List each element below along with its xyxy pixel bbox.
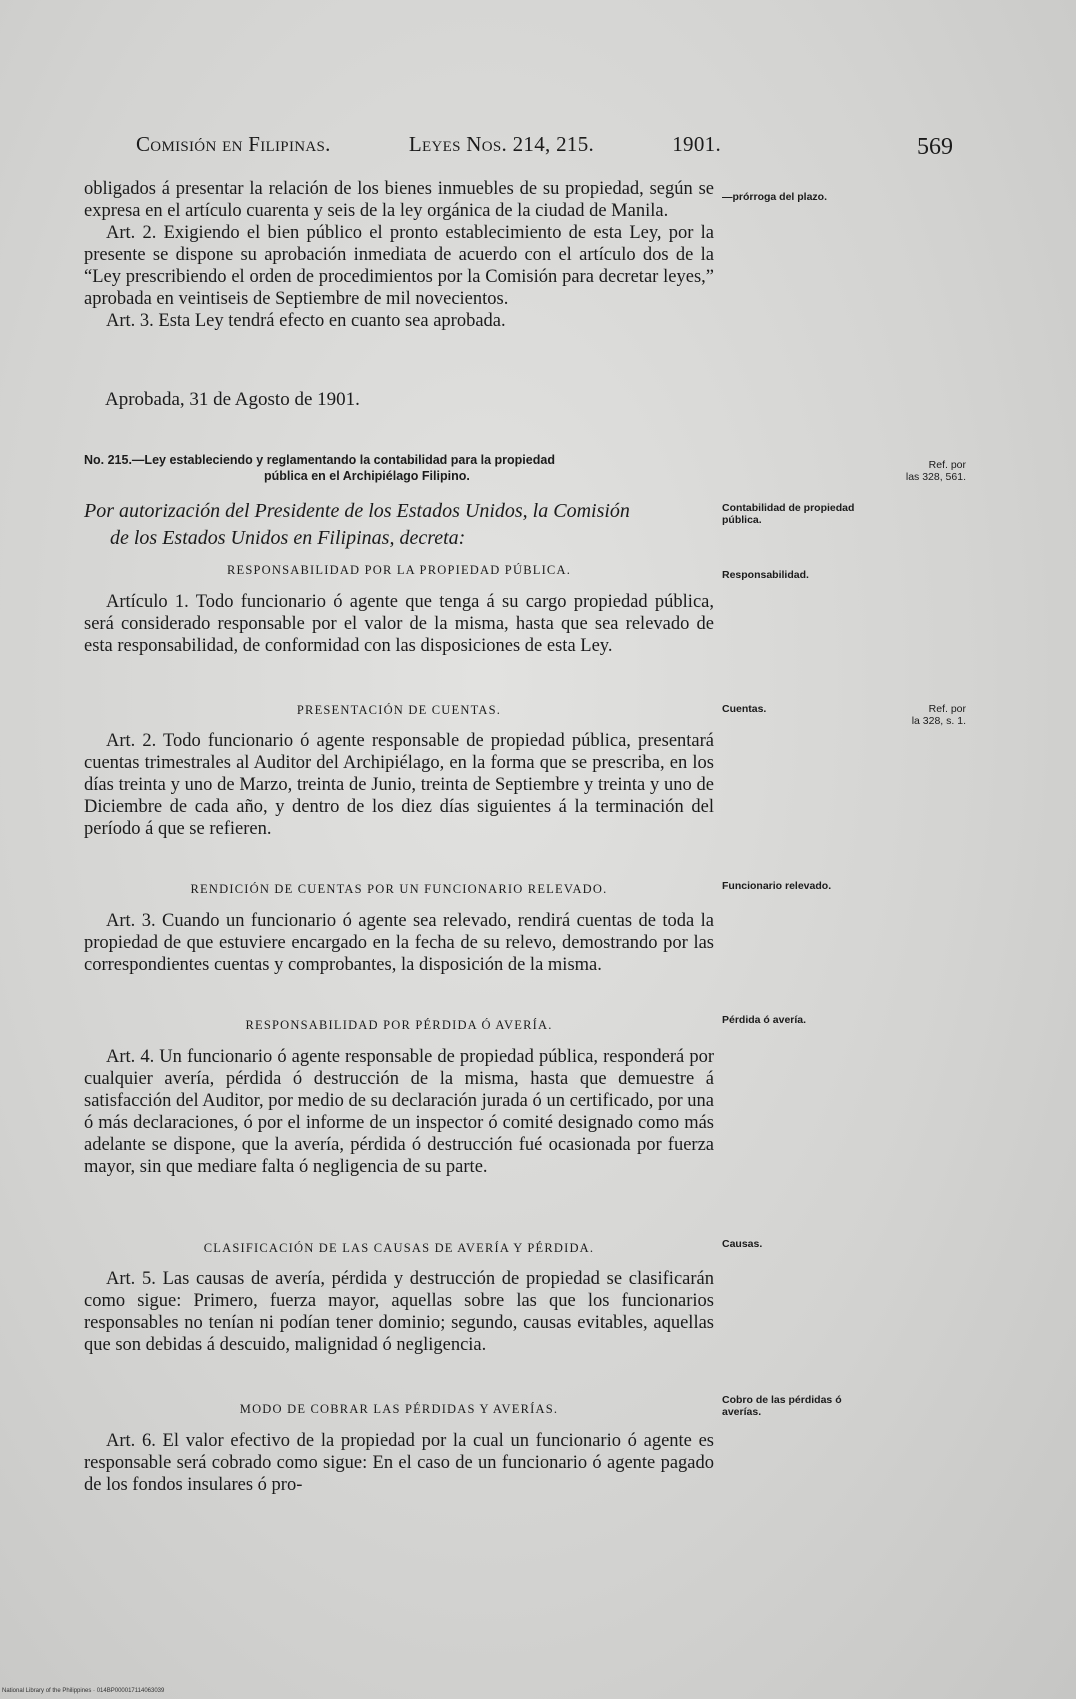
page-number: 569 <box>917 134 953 160</box>
margin-note-perdida: Pérdida ó avería. <box>722 1014 807 1026</box>
reference-note-2 <box>876 703 966 727</box>
header-commission: Comisión en Filipinas. <box>136 132 331 156</box>
margin-note-cobro: Cobro de las pérdidas ó averías. <box>722 1394 842 1418</box>
article-1-text: Artículo 1. Todo funcionario ó agente que tenga á su cargo propiedad pública, será considerado responsable por el valor de la misma, hasta que sea relevado de esta responsabilidad, de conformidad con las disposiciones de esta Ley. <box>84 592 714 656</box>
margin-note-contabilidad: Contabilidad de propiedad pública. <box>722 502 855 526</box>
law-title-line-1: No. 215.—Ley estableciendo y reglamentando la contabilidad para la propiedad <box>84 453 555 467</box>
enacting-clause <box>84 498 714 552</box>
section-heading-1: RESPONSABILIDAD POR LA PROPIEDAD PÚBLICA. <box>226 563 572 577</box>
margin-note-prorroga: —prórroga del plazo. <box>722 191 828 203</box>
article-5-text: Art. 5. Las causas de avería, pérdida y destrucción de propiedad se clasificarán como sigue: Primero, fuerza mayor, aquellas sobre las que los funcionarios responsables no tenían ni podían tener dominio; segundo, causas evitables, aquellas que son debidas á descuido, malignidad ó negligencia. <box>84 1269 714 1355</box>
section-heading-4: RESPONSABILIDAD POR PÉRDIDA Ó AVERÍA. <box>245 1018 553 1032</box>
reference-note-1-line-1: Ref. por <box>928 459 966 471</box>
article-6-text: Art. 6. El valor efectivo de la propiedad por la cual un funcionario ó agente es responsable será cobrado como sigue: En el caso de un funcionario ó agente pagado de los fondos insulares ó pro- <box>84 1431 714 1495</box>
law-title-line-2: pública en el Archipiélago Filipino. <box>264 469 470 483</box>
enacting-line-2: de los Estados Unidos en Filipinas, decreta: <box>110 527 466 549</box>
margin-note-funcionario: Funcionario relevado. <box>722 880 832 892</box>
reference-note-1-line-2: las 328, 561. <box>905 471 966 483</box>
previous-article-3: Art. 3. Esta Ley tendrá efecto en cuanto sea aprobada. <box>106 311 506 331</box>
margin-note-responsabilidad: Responsabilidad. <box>722 569 809 581</box>
scan-footer: National Library of the Philippines · 014BP000017114063039 <box>2 1688 165 1694</box>
reference-note-1 <box>876 459 966 483</box>
previous-law-body <box>84 178 714 332</box>
previous-article-2: Art. 2. Exigiendo el bien público el pronto establecimiento de esta Ley, por la presente se dispone su aprobación inmediata de acuerdo con el artículo dos de la “Ley prescribiendo el orden de procedimientos por la Comisión para decretar leyes,” aprobada en veintiseis de Septiembre de mil novecientos. <box>84 223 714 309</box>
margin-note-cuentas: Cuentas. <box>722 703 767 715</box>
reference-note-2-line-1: Ref. por <box>928 703 966 715</box>
section-heading-3: RENDICIÓN DE CUENTAS POR UN FUNCIONARIO RELEVADO. <box>190 882 608 896</box>
article-2-text: Art. 2. Todo funcionario ó agente responsable de propiedad pública, presentará cuentas trimestrales al Auditor del Archipiélago, en la forma que se prescriba, en los días treinta y uno de Marzo, treinta de Junio, treinta de Septiembre y treinta y uno de Diciembre de cada año, y dentro de los diez días siguientes á la terminación del período á que se refieren. <box>84 731 714 839</box>
header-year: 1901. <box>672 132 721 156</box>
article-4-text: Art. 4. Un funcionario ó agente responsable de propiedad pública, responderá por cualquier avería, pérdida ó destrucción de la misma, hasta que demuestre á satisfacción del Auditor, por medio de su declaración jurada ó un certificado, por una ó más declaraciones, ó por el informe de un inspector ó comité designado como más adelante se dispone, que la avería, pérdida ó destrucción fué ocasionada por fuerza mayor, sin que mediare falta ó negligencia de su parte. <box>84 1047 714 1177</box>
section-heading-5: CLASIFICACIÓN DE LAS CAUSAS DE AVERÍA Y PÉRDIDA. <box>203 1241 595 1255</box>
article-3-text: Art. 3. Cuando un funcionario ó agente sea relevado, rendirá cuentas de toda la propiedad de que estuviere encargado en la fecha de su relevo, demostrando por las correspondientes cuentas y comprobantes, la disposición de la misma. <box>84 911 714 975</box>
reference-note-2-line-2: la 328, s. 1. <box>911 715 966 727</box>
header-laws: Leyes Nos. 214, 215. <box>408 132 595 156</box>
section-heading-2: PRESENTACIÓN DE CUENTAS. <box>296 703 502 717</box>
continuation-paragraph: obligados á presentar la relación de los bienes inmuebles de su propiedad, según se expresa en el artículo cuarenta y seis de la ley orgánica de la ciudad de Manila. <box>84 179 714 221</box>
margin-note-causas: Causas. <box>722 1238 763 1250</box>
law-title <box>84 452 714 484</box>
running-header <box>136 132 721 157</box>
enacting-line-1: Por autorización del Presidente de los Estados Unidos, la Comisión <box>84 500 630 522</box>
section-heading-6: MODO DE COBRAR LAS PÉRDIDAS Y AVERÍAS. <box>239 1402 559 1416</box>
approval-date: Aprobada, 31 de Agosto de 1901. <box>105 389 360 410</box>
